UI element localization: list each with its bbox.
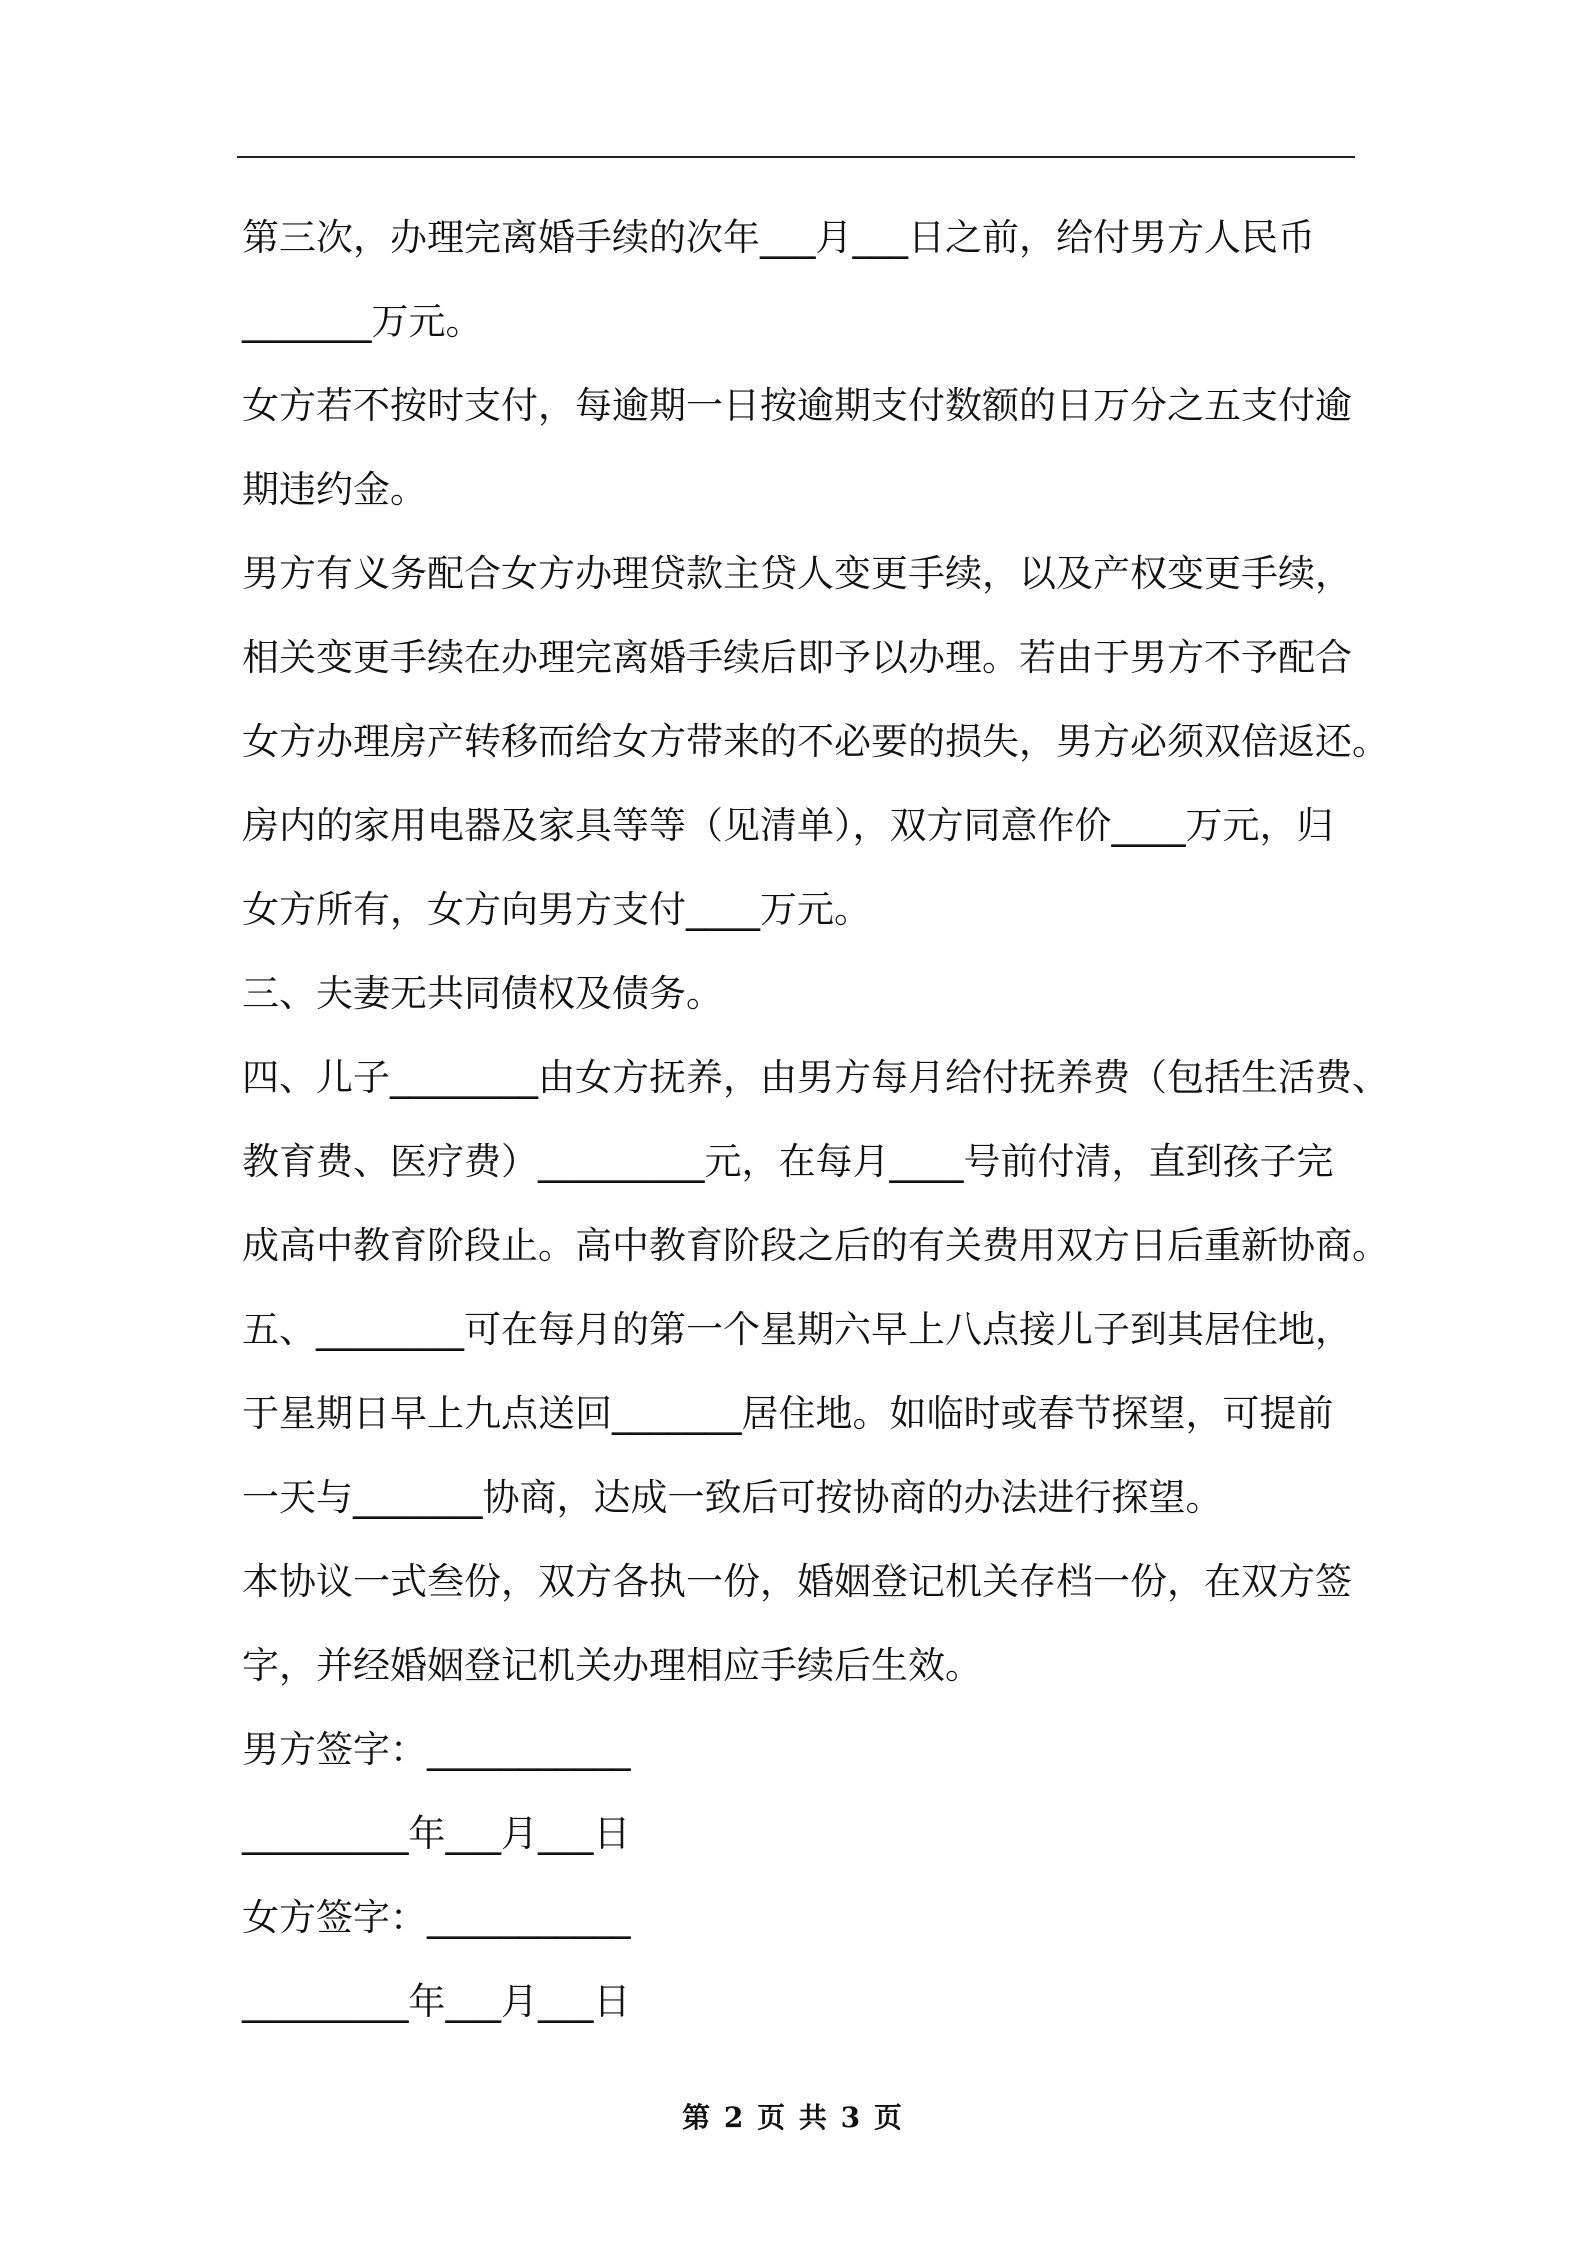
header-rule [237,156,1355,158]
section-four-custody: 四、儿子________由女方抚养，由男方每月给付抚养费（包括生活费、 [242,1056,1389,1099]
section-five-visitation-end: 一天与_______协商，达成一致后可按协商的办法进行探望。 [242,1476,1223,1519]
paragraph-line-loan-change: 男方有义务配合女方办理贷款主贷人变更手续，以及产权变更手续， [242,552,1352,595]
paragraph-line-penalty: 女方若不按时支付，每逾期一日按逾期支付数额的日万分之五支付逾 [242,384,1352,427]
section-five-visitation-cont: 于星期日早上九点送回_______居住地。如临时或春节探望，可提前 [242,1392,1334,1435]
copies-clause: 本协议一式叁份，双方各执一份，婚姻登记机关存档一份，在双方签 [242,1560,1352,1603]
section-four-custody-cont: 教育费、医疗费）_________元，在每月____号前付清，直到孩子完 [242,1140,1334,1183]
section-four-custody-end: 成高中教育阶段止。高中教育阶段之后的有关费用双方日后重新协商。 [242,1224,1389,1267]
document-body [242,196,1389,2044]
paragraph-line-appliances: 房内的家用电器及家具等等（见清单），双方同意作价____万元，归 [242,804,1334,847]
copies-clause-cont: 字，并经婚姻登记机关办理相应手续后生效。 [242,1644,982,1687]
paragraph-line-appliances-cont: 女方所有，女方向男方支付____万元。 [242,888,871,931]
male-signature-date: _________年___月___日 [242,1812,631,1855]
paragraph-line-third-payment: 第三次，办理完离婚手续的次年___月___日之前，给付男方人民币 [242,216,1315,259]
male-signature-line: 男方签字：___________ [242,1728,631,1771]
page-number: 第 2 页 共 3 页 [682,2101,904,2134]
paragraph-line-loan-change-cont: 相关变更手续在办理完离婚手续后即予以办理。若由于男方不予配合 [242,636,1352,679]
paragraph-line-loan-change-end: 女方办理房产转移而给女方带来的不必要的损失，男方必须双倍返还。 [242,720,1389,763]
female-signature-date: _________年___月___日 [242,1980,631,2023]
female-signature-line: 女方签字：___________ [242,1896,631,1939]
paragraph-line-amount: _______万元。 [242,300,483,343]
paragraph-line-penalty-cont: 期违约金。 [242,468,427,511]
section-five-visitation: 五、________可在每月的第一个星期六早上八点接儿子到其居住地， [242,1308,1352,1351]
section-three-debts: 三、夫妻无共同债权及债务。 [242,972,723,1015]
